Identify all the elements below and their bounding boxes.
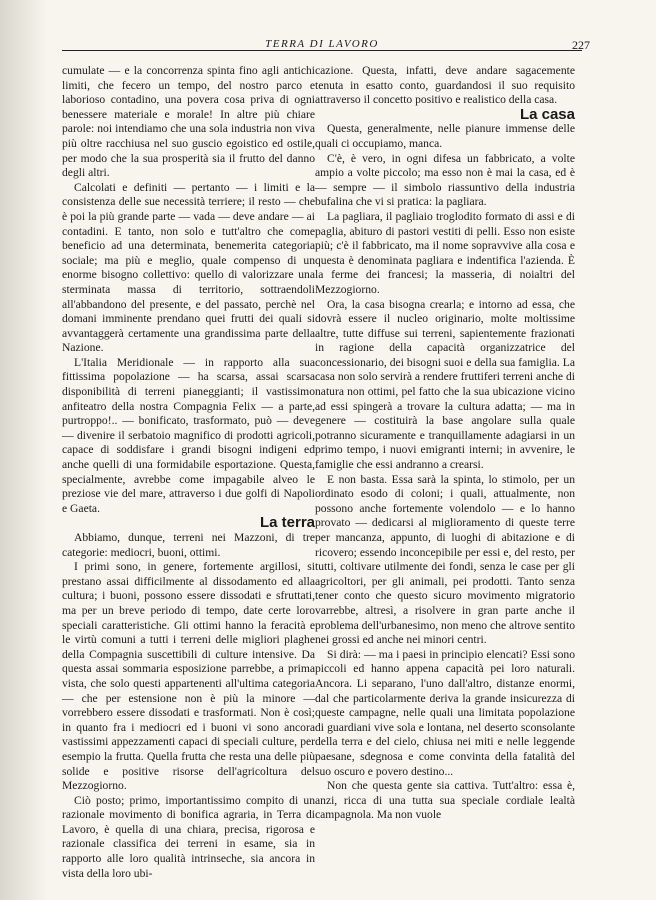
paragraph: Non che questa gente sia cattiva. Tutt'altro: essa è, anzi, ricca di una tutta sua speciale cordiale lealtà campagnola. Ma non vuole [315,779,575,822]
paragraph: Calcolati e definiti — pertanto — i limiti e la consistenza delle sue necessità terriere; il resto — che è poi la più grande parte — vada — deve andare — ai contadini. E tanto, non solo e tutt'altro che come beneficio ad una determinata, benemerita categoria sociale; ma più e meglio, quale compenso di un enorme bisogno collettivo: quello di valorizzare una sterminata massa di territorio, sottraendoli all'abbandono del presente, e del passato, perchè nel domani imminente prendano quei frutti dei quali si avvantaggerà certamente una grandissima parte della Nazione. [62,180,315,355]
paragraph: Si dirà: — ma i paesi in principio elencati? Essi sono piccoli ed hanno appena capacità pei loro naturali. Ancora. Li separano, l'uno dall'altro, distanze enormi, dal che particolarmente deriva la grande insicurezza di queste campagne, nelle quali una limitata popolazione di guardiani vive sola e lontana, nel deserto sconsolante della terra e del cielo, chiusa nei miti e nelle leggende paesane, sdegnosa e come convinta della fatalità del suo oscuro e povero destino... [315,647,575,778]
paragraph: L'Italia Meridionale — in rapporto alla sua fittissima popolazione — ha scarsa, assai scarsa disponibilità di terreni pianeggianti; il vastissimo anfiteatro della nostra Compagnia Felix — a parte, purtroppo!.. — bonificato, trasformato, può — deve — divenire il serbatoio magnifico di prodotti agricoli, capace di soddisfare i grandi bisogni indigeni ed anche quelli di una formidabile esportazione. Questa, specialmente, avrebbe come impagabile alveo le preziose vie del mare, attraverso i due golfi di Napoli e Gaeta. [62,355,315,515]
left-column [62,64,315,881]
section-heading-la-terra: La terra [259,514,315,532]
paragraph: E non basta. Essa sarà la spinta, lo stimolo, per un ordinato esodo di coloni; i quali, attualmente, non possono anche fortemente volendolo — e lo hanno provato — dedicarsi al miglioramento di queste terre per mancanza, appunto, di luoghi di abitazione e di ricovero; essendo inconcepibile per essi e, del resto, per tutti, coltivare utilmente dei fondi, senza le case per gli agricoltori, per gli animali, pei prodotti. Tanto senza tener conto che questo sicuro movimento migratorio varrebbe, altresì, a risolvere in gran parte anche il problema dell'urbanesimo, non meno che altrove sentito nei grossi ed anche nei minori centri. [315,472,575,647]
right-column [315,64,575,823]
paragraph: Ciò posto; primo, importantissimo compito di un razionale movimento di bonifica agraria, in Terra di Lavoro, è quella di una chiara, precisa, rigorosa e razionale classifica dei terreni in esame, sia in rapporto alle loro qualità intrinseche, sia ancora in vista della loro ubi- [62,793,315,880]
header-title: TERRA DI LAVORO [265,38,379,50]
paragraph: Questa, generalmente, nelle pianure immense delle quali ci occupiamo, manca. [315,122,575,150]
paragraph: Ora, la casa bisogna crearla; e intorno ad essa, che dovrà essere il nucleo originario, molte moltissime altre, tutte diffuse sui terreni, sapientemente frazionati in ragione della capacità organizzatrice del concessionario, dei bisogni suoi e della sua famiglia. La casa non solo servirà a rendere fruttiferi terreni anche di natura non ottimi, pel fatto che la sua ubicazione vicino ad essi spingerà a trovare la cultura adatta; — ma in genere — costituirà la base angolare sulla quale potranno sicuramente e tranquillamente adagiarsi in un primo tempo, i nuovi emigranti interni; in avvenire, le famiglie che essi andranno a crearsi. [315,297,575,472]
running-header [62,30,590,52]
paragraph: I primi sono, in genere, fortemente argillosi, si prestano assai difficilmente al dissodamento ed alla cultura; i buoni, possono essere dissodati e sfruttati, ma per un breve periodo di tempo, date certe loro speciali caratteristiche. Gli ottimi hanno la feracità e le virtù comuni a tutti i terreni delle migliori plaghe della Compagnia suscettibili di culture intensive. Da questa assai sommaria esposizione parrebbe, a prima vista, che solo questi appartenenti all'ultima categoria — che per estensione non è più la minore — vorrebbero essere dissodati e trasformati. Non è così; in quanto fra i mediocri ed i buoni vi sono ancora vastissimi appezzamenti capaci di speciali culture, per esempio la frutta. Quella frutta che resta una delle più solide e positive risorse dell'agricoltura del Mezzogiorno. [62,560,315,793]
paragraph: C'è, è vero, in ogni difesa un fabbricato, a volte ampio a volte piccolo; ma esso non è mai la casa, ed è — sempre — il simbolo riassuntivo della industria bufalina che vi si pratica: la pagliara. [315,151,575,209]
paragraph: La pagliara, il pagliaio troglodito formato di assi e di paglia, abituro di pastori vestiti di pelli. Esso non esiste più; c'è il fabbricato, ma il nome sopravvive alla cosa e questa è denominata pagliara e indentifica l'azienda. È la ferme dei francesi; la masseria, di noialtri del Mezzogiorno. [315,209,575,296]
paragraph: cumulate — e la concorrenza spinta fino agli antichi limiti, che fecero un tempo, del nostro parco e laborioso contadino, una povera cosa priva di ogni benessere materiale e morale! In altre più chiare parole: noi intendiamo che una sola industria non viva più oltre racchiusa nel suo guscio egoistico ed ostile, per modo che la sua prosperità sia il frutto del danno degli altri. [62,64,315,180]
page-number: 227 [572,38,590,52]
paragraph: Abbiamo, dunque, terreni nei Mazzoni, di tre categorie: mediocri, buoni, ottimi. [62,531,315,559]
section-heading-la-casa: La casa [519,105,575,123]
page-edge-shadow [0,0,48,900]
paragraph: cazione. Questa, infatti, deve andare sagacemente tenuta in esatto conto, guardandosi il suo requisito attraverso il concetto positivo e realistico della casa. [315,64,575,107]
